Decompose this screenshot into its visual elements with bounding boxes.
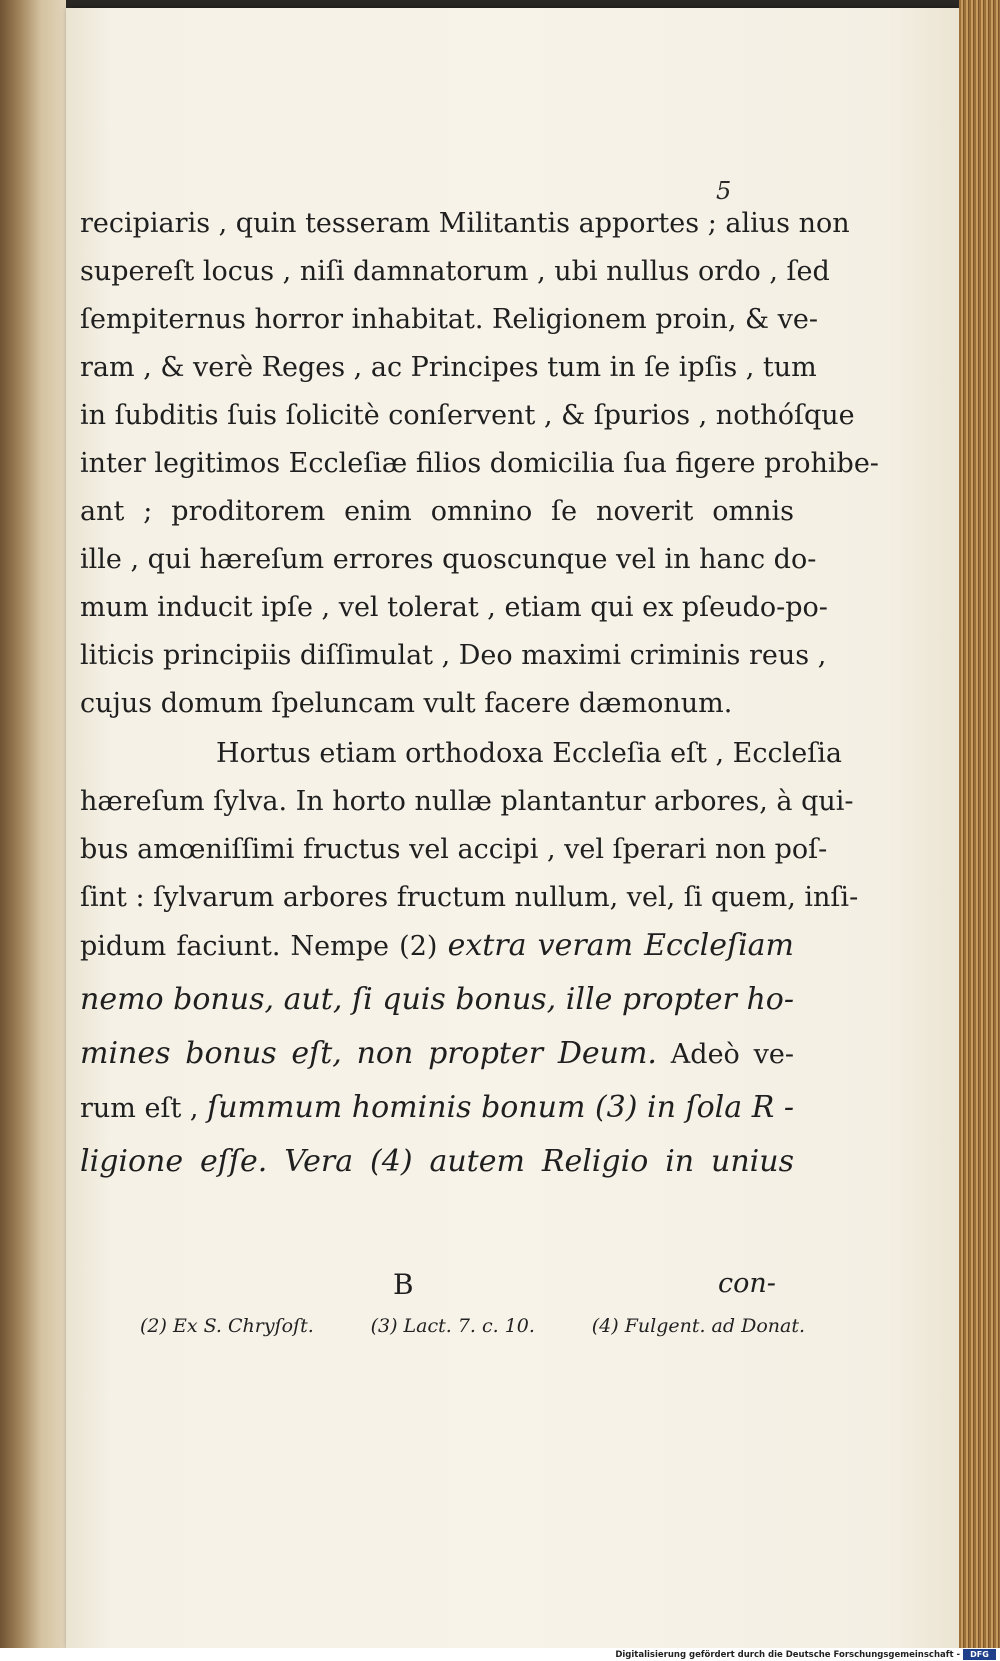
text-line-19 bbox=[80, 1084, 794, 1132]
footnote-3: (3) Lact. 7. c. 10. bbox=[370, 1315, 535, 1337]
text-line-1: recipiaris , quin tesseram Militantis apportes ; alius non bbox=[80, 208, 850, 239]
book-spine-margin bbox=[0, 0, 66, 1661]
text-line-2: supereſt locus , niſi damnatorum , ubi nullus ordo , ſed bbox=[80, 256, 830, 287]
text-line-5: in ſubditis ſuis ſolicitè conſervent , & ſpurios , nothóſque bbox=[80, 400, 855, 431]
text-line-13: hæreſum ſylva. In horto nullæ plantantur arbores, à qui- bbox=[80, 786, 854, 817]
text-line-8: ille , qui hæreſum errores quoscunque vel in hanc do- bbox=[80, 544, 817, 575]
text-line-19-italic: ſummum hominis bonum (3) in ſola R - bbox=[207, 1090, 794, 1125]
text-line-18-roman: Adeò ve- bbox=[670, 1039, 794, 1070]
text-line-18 bbox=[80, 1030, 794, 1078]
text-line-9: mum inducit ipſe , vel tolerat , etiam qui ex pſeudo-po- bbox=[80, 592, 828, 623]
text-line-16-italic: extra veram Eccleſiam bbox=[447, 928, 794, 963]
text-line-4: ram , & verè Reges , ac Principes tum in ſe ipſis , tum bbox=[80, 352, 817, 383]
text-line-12: Hortus etiam orthodoxa Eccleſia eſt , Eccleſia bbox=[216, 738, 842, 769]
text-line-20 bbox=[80, 1138, 794, 1186]
dfg-logo: DFG bbox=[963, 1649, 996, 1660]
text-line-11: cujus domum ſpeluncam vult facere dæmonum. bbox=[80, 688, 733, 719]
footnotes bbox=[140, 1315, 805, 1345]
text-line-19-roman: rum eſt , bbox=[80, 1093, 199, 1124]
footnote-4: (4) Fulgent. ad Donat. bbox=[591, 1315, 805, 1337]
signature-mark: B bbox=[393, 1268, 414, 1301]
text-line-3: ſempiternus horror inhabitat. Religionem proin, & ve- bbox=[80, 304, 818, 335]
text-line-17-italic: nemo bonus, aut, ſi quis bonus, ille propter ho- bbox=[80, 982, 794, 1017]
funding-credit: Digitalisierung gefördert durch die Deutsche Forschungsgemeinschaft - bbox=[615, 1650, 960, 1660]
text-line-14: bus amœniſſimi fructus vel accipi , vel ſperari non poſ- bbox=[80, 834, 828, 865]
text-line-18-italic: mines bonus eſt, non propter Deum. bbox=[80, 1036, 657, 1071]
page-fore-edge bbox=[959, 0, 1000, 1661]
page-number: 5 bbox=[716, 177, 732, 205]
text-line-6: inter legitimos Eccleſiæ filios domicilia ſua figere prohibe- bbox=[80, 448, 879, 479]
text-line-10: liticis principiis diſſimulat , Deo maximi criminis reus , bbox=[80, 640, 827, 671]
text-line-17 bbox=[80, 976, 794, 1024]
catchword: con- bbox=[718, 1268, 776, 1299]
text-line-16-roman: pidum faciunt. Nempe (2) bbox=[80, 931, 438, 962]
text-line-7: ant ; proditorem enim omnino ſe noverit omnis bbox=[80, 496, 794, 527]
text-line-20-italic: ligione eſſe. Vera (4) autem Religio in unius bbox=[80, 1144, 794, 1179]
text-line-15: ſint : ſylvarum arbores fructum nullum, vel, ſi quem, inſi- bbox=[80, 882, 859, 913]
text-line-16 bbox=[80, 922, 794, 970]
footnote-2: (2) Ex S. Chryſoſt. bbox=[140, 1315, 314, 1337]
